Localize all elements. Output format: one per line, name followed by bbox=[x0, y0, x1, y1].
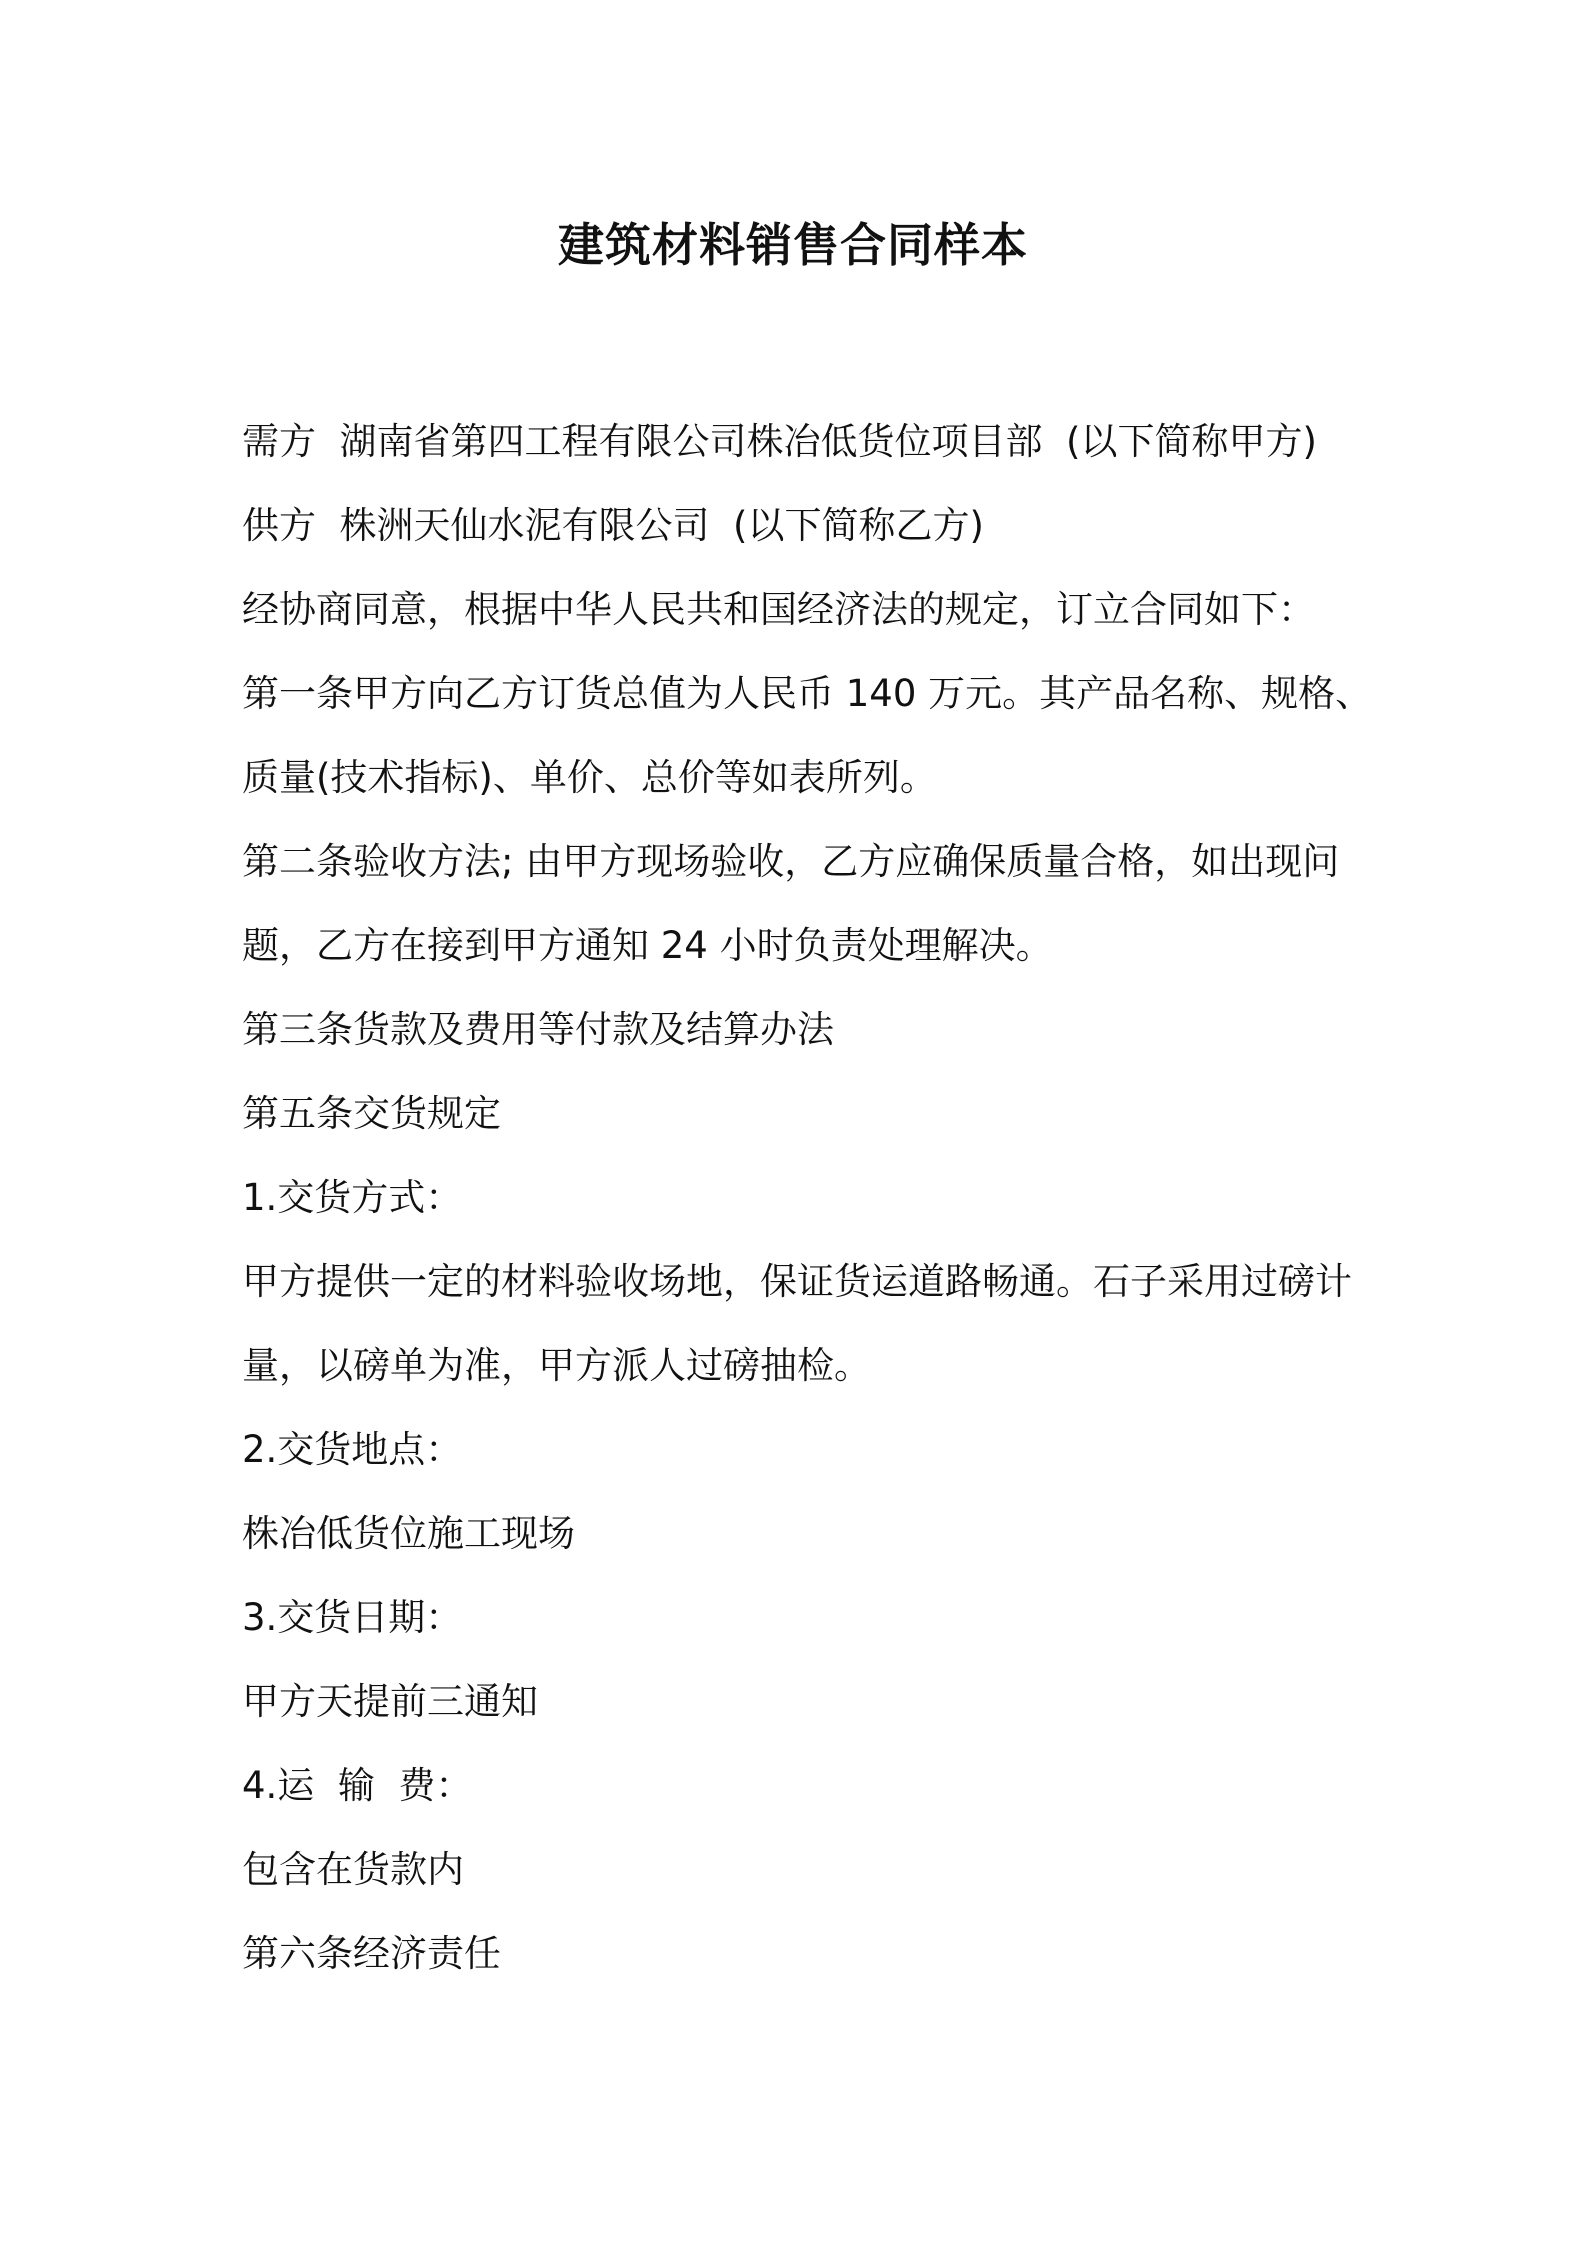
delivery-location-value: 株冶低货位施工现场 bbox=[242, 1512, 575, 1555]
article-1-line-1: 第一条甲方向乙方订货总值为人民币 140 万元。其产品名称、规格、 bbox=[242, 672, 1373, 715]
article-2-line-2: 题，乙方在接到甲方通知 24 小时负责处理解决。 bbox=[242, 924, 1053, 967]
article-1-line-2: 质量(技术指标)、单价、总价等如表所列。 bbox=[242, 756, 937, 799]
delivery-method-line-2: 量，以磅单为准，甲方派人过磅抽检。 bbox=[242, 1344, 871, 1387]
freight-value: 包含在货款内 bbox=[242, 1848, 464, 1891]
document-title: 建筑材料销售合同样本 bbox=[558, 218, 1028, 272]
freight-label: 4.运 输 费： bbox=[242, 1764, 473, 1807]
preamble-line: 经协商同意，根据中华人民共和国经济法的规定，订立合同如下： bbox=[242, 588, 1315, 631]
document-body bbox=[242, 412, 1382, 2008]
article-6-heading: 第六条经济责任 bbox=[242, 1932, 501, 1975]
party-a-line: 需方 湖南省第四工程有限公司株冶低货位项目部 (以下简称甲方) bbox=[242, 420, 1317, 463]
article-3-heading: 第三条货款及费用等付款及结算办法 bbox=[242, 1008, 834, 1051]
delivery-method-label: 1.交货方式： bbox=[242, 1176, 463, 1219]
party-b-line: 供方 株洲天仙水泥有限公司 (以下简称乙方) bbox=[242, 504, 984, 547]
delivery-date-value: 甲方天提前三通知 bbox=[242, 1680, 538, 1723]
delivery-location-label: 2.交货地点： bbox=[242, 1428, 463, 1471]
delivery-date-label: 3.交货日期： bbox=[242, 1596, 463, 1639]
delivery-method-line-1: 甲方提供一定的材料验收场地，保证货运道路畅通。石子采用过磅计 bbox=[242, 1260, 1352, 1303]
article-2-line-1: 第二条验收方法; 由甲方现场验收，乙方应确保质量合格，如出现问 bbox=[242, 840, 1340, 883]
article-5-heading: 第五条交货规定 bbox=[242, 1092, 501, 1135]
